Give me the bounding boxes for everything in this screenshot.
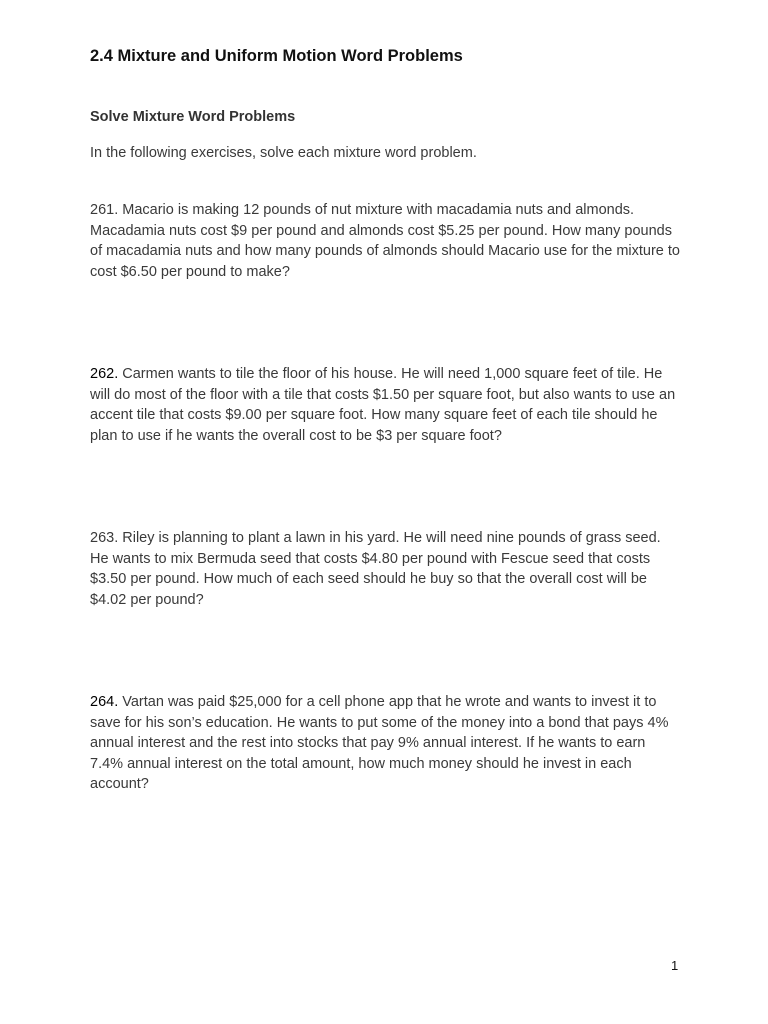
problem-number: 262. [90, 366, 119, 382]
problem-text: Vartan was paid $25,000 for a cell phone app that he wrote and wants to invest it to save for his son’s education. He wants to put some of the money into a bond that pays 4% annual interest and the rest into stocks that pay 9% annual interest. If he wants to earn 7.4% annual interest on the total amount, how much money should he invest in each account? [90, 694, 669, 792]
instructions-text: In the following exercises, solve each mixture word problem. [90, 145, 477, 161]
page-number: 1 [671, 958, 679, 973]
problem-number: 264. [90, 694, 119, 710]
problem-text: Carmen wants to tile the floor of his house. He will need 1,000 square feet of tile. He will do most of the floor with a tile that costs $1.50 per square foot, but also wants to use an accent tile that costs $9.00 per square foot. How many square feet of each tile should he plan to use if he wants the overall cost to be $3 per square foot? [90, 366, 676, 444]
problem-number: 261. [90, 202, 119, 218]
problem-262 [90, 364, 682, 446]
section-heading: Solve Mixture Word Problems [90, 109, 296, 125]
problem-text: Macario is making 12 pounds of nut mixture with macadamia nuts and almonds. Macadamia nuts cost $9 per pound and almonds cost $5.25 per pound. How many pounds of macadamia nuts and how many pounds of almonds should Macario use for the mixture to cost $6.50 per pound to make? [90, 202, 680, 280]
problem-text: Riley is planning to plant a lawn in his yard. He will need nine pounds of grass seed. He wants to mix Bermuda seed that costs $4.80 per pound with Fescue seed that costs $3.50 per pound. How much of each seed should he buy so that the overall cost will be $4.02 per pound? [90, 530, 661, 608]
problem-263 [90, 528, 682, 610]
problem-261 [90, 200, 682, 282]
problem-264 [90, 692, 682, 795]
page-title: 2.4 Mixture and Uniform Motion Word Problems [90, 47, 463, 65]
problem-number: 263. [90, 530, 119, 546]
